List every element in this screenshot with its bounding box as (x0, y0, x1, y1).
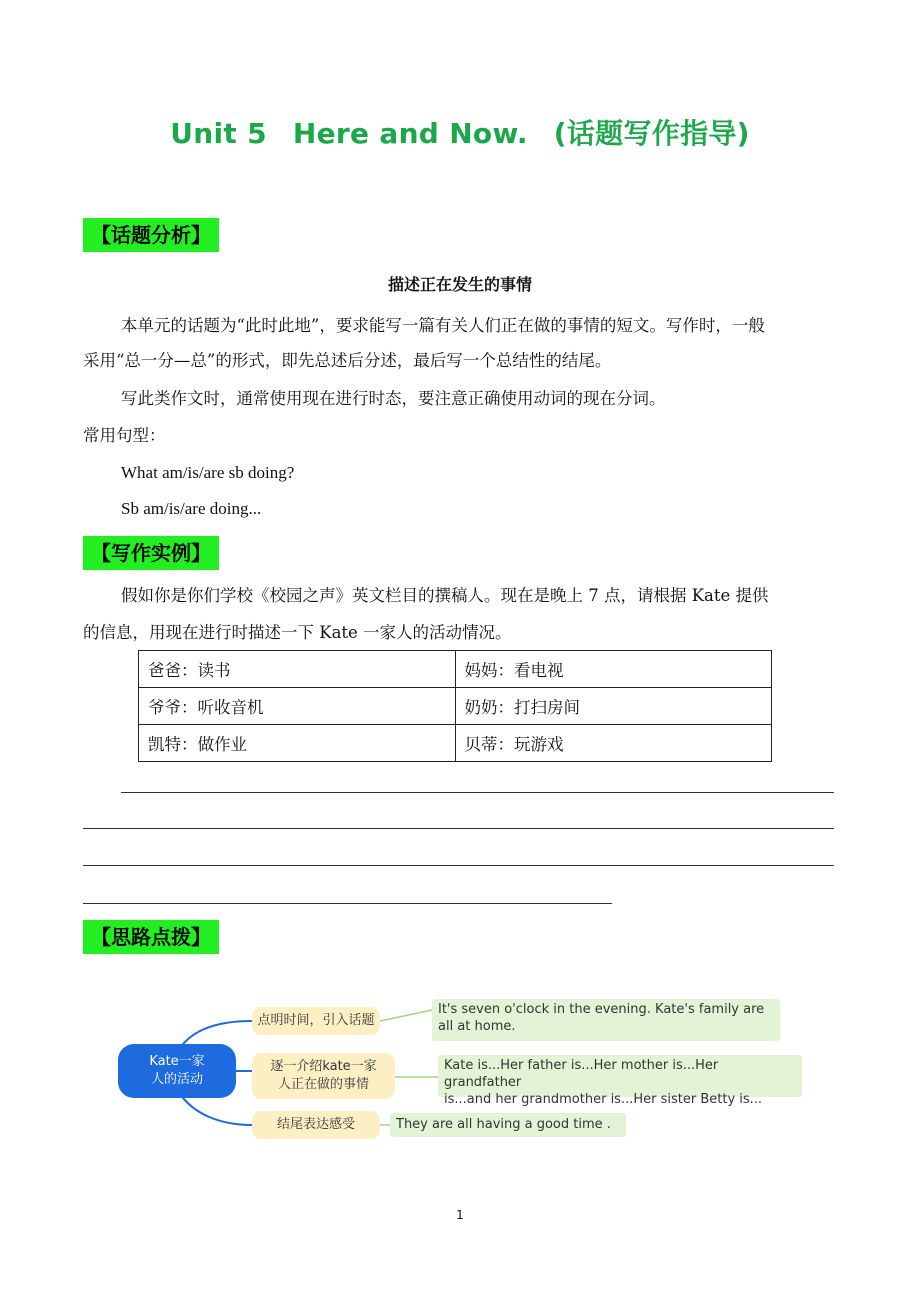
mind-map-leaf: Kate is...Her father is...Her mother is...Her grandfather is...and her grandmother is...Her sister Betty is... (438, 1055, 802, 1097)
analysis-subheading: 描述正在发生的事情 (387, 275, 532, 294)
answer-line[interactable] (121, 792, 834, 793)
section-heading-ideas: 【思路点拨】 (83, 920, 219, 954)
answer-line[interactable] (83, 903, 612, 904)
table-row (139, 688, 772, 725)
mind-map (110, 990, 810, 1150)
analysis-paragraph-line: 写此类作文时，通常使用现在进行时态，要注意正确使用动词的现在分词。 (121, 389, 666, 408)
analysis-paragraph-line: 采用“总一分—总”的形式，即先总述后分述，最后写一个总结性的结尾。 (83, 351, 612, 370)
table-cell: 奶奶：打扫房间 (455, 688, 772, 725)
answer-line[interactable] (83, 828, 834, 829)
prompt-line: 假如你是你们学校《校园之声》英文栏目的撰稿人。现在是晚上 7 点，请根据 Kate 提供 (121, 586, 769, 605)
analysis-paragraph-line: 本单元的话题为“此时此地”，要求能写一篇有关人们正在做的事情的短文。写作时，一般 (121, 316, 765, 335)
page-title: Unit 5 Here and Now. (话题写作指导) (170, 117, 750, 150)
table-cell: 爸爸：读书 (139, 651, 456, 688)
section-heading-analysis: 【话题分析】 (83, 218, 219, 252)
sentence-pattern: What am/is/are sb doing? (121, 463, 295, 482)
table-cell: 贝蒂：玩游戏 (455, 725, 772, 762)
mind-map-branch: 逐一介绍kate一家 人正在做的事情 (252, 1053, 395, 1099)
sentence-pattern: Sb am/is/are doing... (121, 499, 262, 518)
prompt-line: 的信息，用现在进行时描述一下 Kate 一家人的活动情况。 (83, 623, 512, 642)
mind-map-center: Kate一家 人的活动 (118, 1044, 236, 1098)
mind-map-leaf: They are all having a good time . (390, 1113, 626, 1137)
mind-map-leaf: It's seven o'clock in the evening. Kate's family are all at home. (432, 999, 780, 1041)
family-activity-table (138, 650, 772, 762)
table-cell: 爷爷：听收音机 (139, 688, 456, 725)
patterns-label: 常用句型： (83, 426, 166, 445)
table-cell: 妈妈：看电视 (455, 651, 772, 688)
table-row (139, 725, 772, 762)
mind-map-branch: 结尾表达感受 (252, 1111, 380, 1139)
section-heading-example: 【写作实例】 (83, 536, 219, 570)
page-number: 1 (456, 1208, 464, 1222)
table-cell: 凯特：做作业 (139, 725, 456, 762)
table-row (139, 651, 772, 688)
mind-map-branch: 点明时间，引入话题 (252, 1007, 380, 1035)
answer-line[interactable] (83, 865, 834, 866)
